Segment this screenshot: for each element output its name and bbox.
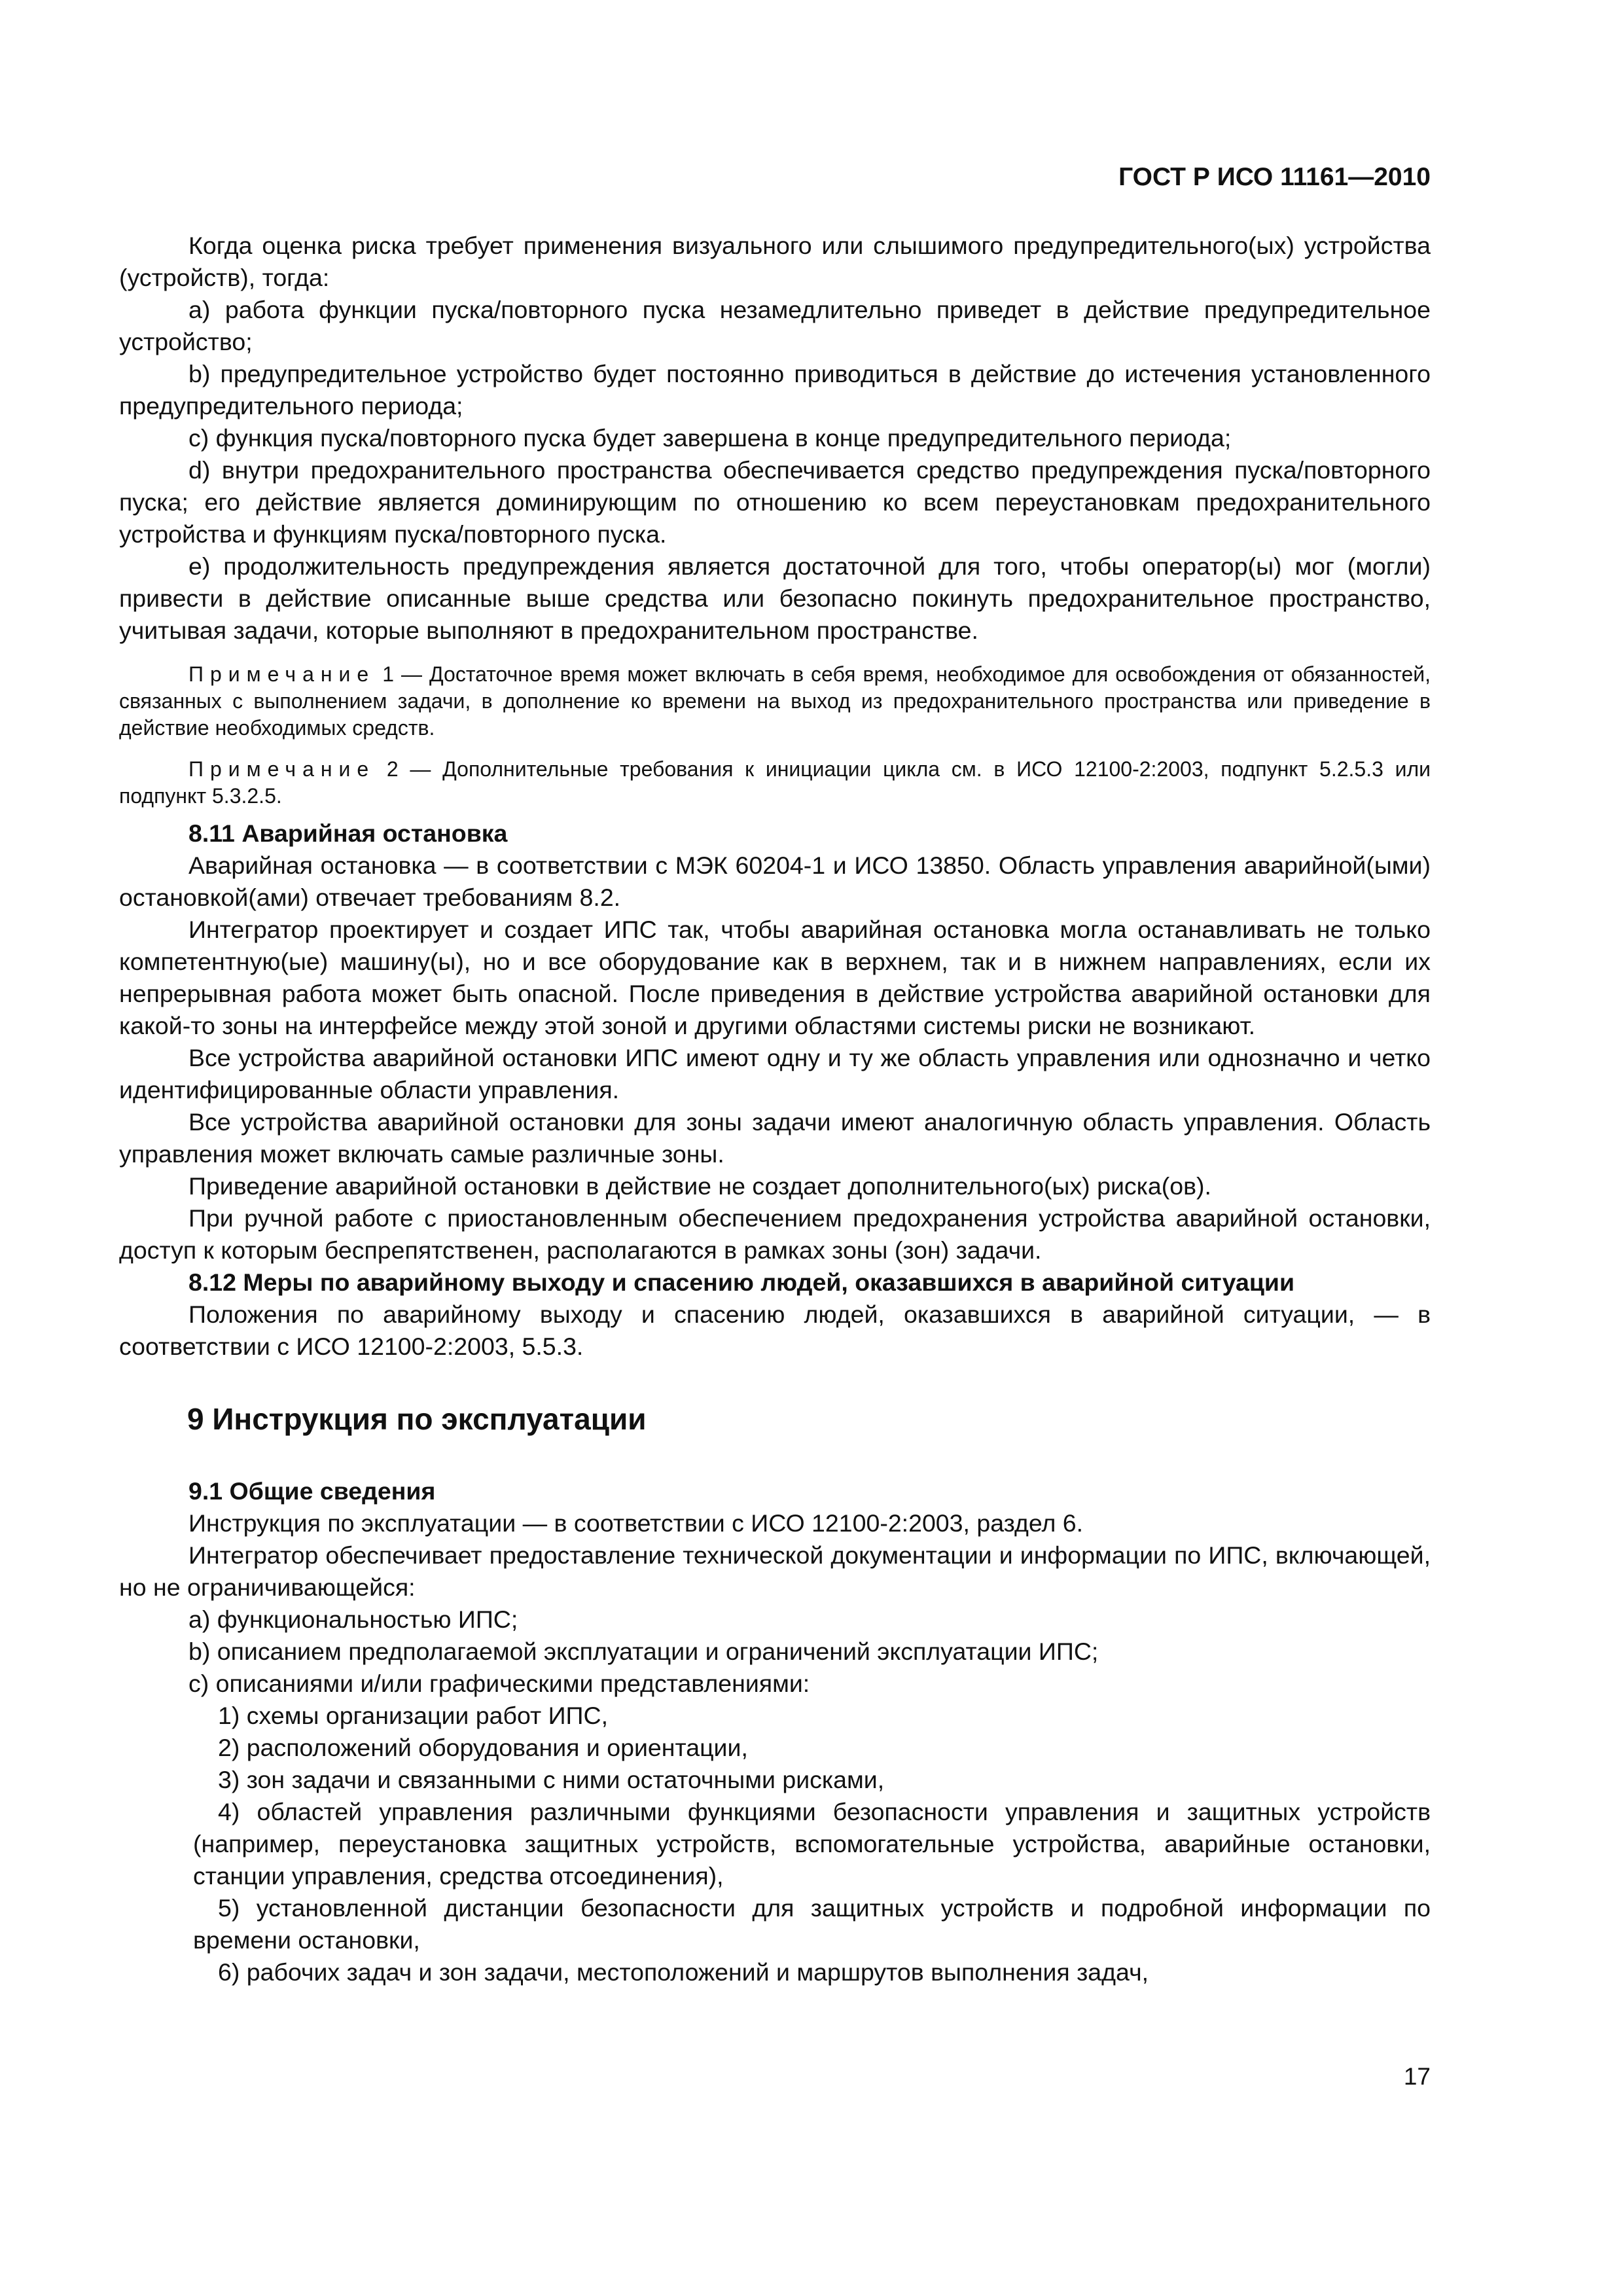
paragraph: При ручной работе с приостановленным обеспечением предохранения устройства аварийной остановки, доступ к которым беспрепятственен, располагаются в рамках зоны (зон) задачи.	[119, 1204, 1431, 1264]
sub-list-item-1: 1) схемы организации работ ИПС,	[218, 1702, 608, 1729]
section-heading-8-11: 8.11 Аварийная остановка	[188, 819, 508, 847]
sub-list-item-2: 2) расположений оборудования и ориентации,	[218, 1734, 748, 1761]
note-1	[119, 661, 1431, 742]
list-item-e: e) продолжительность предупреждения является достаточной для того, чтобы оператор(ы) мог (могли) привести в действие описанные выше средства или безопасно покинуть предохранительное пространство, учитывая задачи, которые выполняют в предохранительном пространстве.	[119, 552, 1431, 644]
note-text: 2 — Дополнительные требования к инициации цикла см. в ИСО 12100-2:2003, подпункт 5.2.5.3 или подпункт 5.3.2.5.	[119, 757, 1431, 808]
sub-list-item-6: 6) рабочих задач и зон задачи, местоположений и маршрутов выполнения задач,	[218, 1958, 1149, 1986]
page-number: 17	[1403, 2063, 1431, 2090]
sub-list-item-4: 4) областей управления различными функциями безопасности управления и защитных устройств (например, переустановка защитных устройств, вспомогательные устройства, аварийные остановки, станции управления, средства отсоединения),	[193, 1798, 1431, 1890]
paragraph: Аварийная остановка — в соответствии с МЭК 60204-1 и ИСО 13850. Область управления аварийной(ыми) остановкой(ами) отвечает требованиям 8.2.	[119, 852, 1431, 911]
paragraph: Все устройства аварийной остановки ИПС имеют одну и ту же область управления или однозначно и четко идентифицированные области управления.	[119, 1044, 1431, 1103]
note-2	[119, 756, 1431, 810]
list-item-b: b) описанием предполагаемой эксплуатации и ограничений эксплуатации ИПС;	[188, 1638, 1099, 1665]
document-body	[119, 230, 1431, 1988]
list-item-a: a) работа функции пуска/повторного пуска незамедлительно приведет в действие предупредительное устройство;	[119, 296, 1431, 355]
list-item-c: c) описаниями и/или графическими представлениями:	[188, 1670, 810, 1697]
list-item-b: b) предупредительное устройство будет постоянно приводиться в действие до истечения установленного предупредительного периода;	[119, 360, 1431, 420]
list-item-a: a) функциональностью ИПС;	[188, 1605, 518, 1633]
sub-list-item-3: 3) зон задачи и связанными с ними остаточными рисками,	[218, 1766, 885, 1793]
section-heading-8-12: 8.12 Меры по аварийному выходу и спасению людей, оказавшихся в аварийной ситуации	[188, 1268, 1295, 1296]
sub-list-item-5: 5) установленной дистанции безопасности для защитных устройств и подробной информации по времени остановки,	[193, 1894, 1431, 1954]
note-label: Примечание	[188, 757, 376, 781]
section-heading-9: 9 Инструкция по эксплуатации	[187, 1402, 647, 1436]
paragraph: Инструкция по эксплуатации — в соответствии с ИСО 12100-2:2003, раздел 6.	[188, 1509, 1084, 1537]
paragraph: Приведение аварийной остановки в действие не создает дополнительного(ых) риска(ов).	[188, 1172, 1211, 1200]
intro-paragraph: Когда оценка риска требует применения визуального или слышимого предупредительного(ых) устройства (устройств), тогда:	[119, 232, 1431, 291]
paragraph: Интегратор проектирует и создает ИПС так, чтобы аварийная остановка могла останавливать не только компетентную(ые) машину(ы), но и все оборудование как в верхнем, так и в нижнем направлениях, если их непрерывная работа может быть опасной. После приведения в действие устройства аварийной остановки для какой-то зоны на интерфейсе между этой зоной и другими областями системы риски не возникают.	[119, 916, 1431, 1039]
paragraph: Положения по аварийному выходу и спасению людей, оказавшихся в аварийной ситуации, — в соответствии с ИСО 12100-2:2003, 5.5.3.	[119, 1300, 1431, 1360]
note-text: 1 — Достаточное время может включать в себя время, необходимое для освобождения от обязанностей, связанных с выполнением задачи, в дополнение ко времени на выход из предохранительного пространства или приведение в действие необходимых средств.	[119, 662, 1431, 740]
document-header: ГОСТ Р ИСО 11161—2010	[1118, 163, 1431, 191]
section-heading-9-1: 9.1 Общие сведения	[188, 1477, 436, 1505]
list-item-c: c) функция пуска/повторного пуска будет завершена в конце предупредительного периода;	[188, 424, 1232, 452]
list-item-d: d) внутри предохранительного пространства обеспечивается средство предупреждения пуска/повторного пуска; его действие является доминирующим по отношению ко всем переустановкам предохранительного устройства и функциям пуска/повторного пуска.	[119, 456, 1431, 548]
paragraph: Все устройства аварийной остановки для зоны задачи имеют аналогичную область управления. Область управления может включать самые различные зоны.	[119, 1108, 1431, 1168]
note-label: Примечание	[188, 662, 376, 686]
paragraph: Интегратор обеспечивает предоставление технической документации и информации по ИПС, включающей, но не ограничивающейся:	[119, 1541, 1431, 1601]
